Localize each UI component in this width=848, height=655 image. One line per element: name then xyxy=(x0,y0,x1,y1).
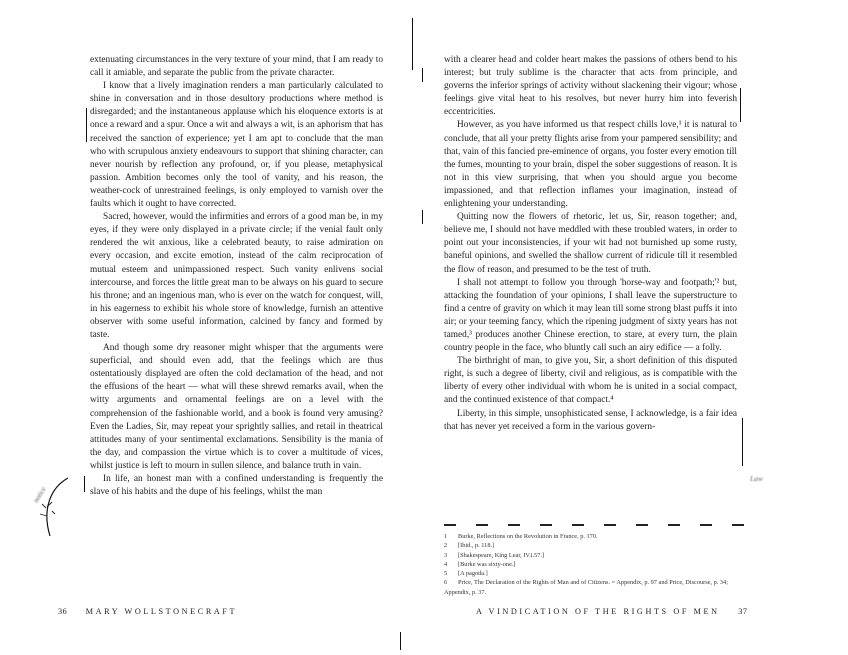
right-running-head xyxy=(476,607,747,616)
right-page-number: 37 xyxy=(738,607,748,616)
margin-bracket-line xyxy=(86,108,87,142)
margin-note-right: Law xyxy=(750,474,763,483)
footnote-separator xyxy=(444,520,744,530)
margin-bracket-line xyxy=(422,210,423,224)
paragraph: I know that a lively imagination renders a man particularly calculated to shine in conversation and in those desultory productions where method is disregarded; and the instantaneous applause which his eloquence extorts is at once a reward and a spur. Once a wit and always a wit, is an aphorism that has received the sanction of experience; yet I am apt to conclude that the man who with scrupulous anxiety endeavours to support that shining character, can never nourish by reflection any profound, or, if you please, metaphysical passion. Ambition becomes only the tool of vanity, and his reason, the weather-cock of unrestrained feelings, is only employed to varnish over the faults which it ought to have corrected. xyxy=(90,81,383,210)
paragraph: Liberty, in this simple, unsophisticated sense, I acknowledge, is a fair idea that has never yet received a form in the various govern- xyxy=(444,408,737,432)
left-page-number: 36 xyxy=(58,607,68,616)
right-running-title: A VINDICATION OF THE RIGHTS OF MEN xyxy=(476,607,720,616)
paragraph: In life, an honest man with a confined understanding is frequently the slave of his habits and the dupe of his feelings, whilst the man xyxy=(90,474,383,498)
paragraph: with a clearer head and colder heart makes the passions of others bend to his interest; but truly sublime is the character that acts from principle, and governs the inferior springs of activity without slackening their vigour; whose feelings give vital heat to his resolves, but never hurry him into feverish eccentricities. xyxy=(444,55,737,118)
footnote: 6 Price, The Declaration of the Rights of Man and of Citizens. = Appendix, p. 97 and Price, Discourse, p. 34; Appendix, p. 37. xyxy=(444,579,728,596)
paragraph: The birthright of man, to give you, Sir, a short definition of this disputed right, is such a degree of liberty, civil and religious, as is compatible with the liberty of every other individual with whom he is united in a social compact, and the continued existence of that compact.⁴ xyxy=(444,356,737,406)
margin-bracket-line xyxy=(412,18,413,70)
paragraph: Quitting now the flowers of rhetoric, let us, Sir, reason together; and, believe me, I should not have meddled with these troubled waters, in order to point out your inconsistencies, if your wit had not burnished up some rusty, baneful opinions, and swelled the shallow current of ridicule till it resembled the flow of reason, and presumed to be the test of truth. xyxy=(444,212,737,275)
margin-note-scribble xyxy=(28,474,84,544)
left-running-title: MARY WOLLSTONECRAFT xyxy=(85,607,238,616)
footnote: 2 [Ibid., p. 118.] xyxy=(444,542,495,550)
left-running-head xyxy=(58,607,237,616)
right-page xyxy=(424,0,848,655)
left-body-text xyxy=(90,54,383,499)
right-body-text xyxy=(444,54,737,434)
footnote: 3 [Shakespeare, King Lear, IV.i.57.] xyxy=(444,551,545,559)
margin-bracket-line xyxy=(422,68,423,82)
footnote: 4 [Burke was sixty-one.] xyxy=(444,560,516,568)
footnote: 1 Burke, Reflections on the Revolution in France, p. 170. xyxy=(444,533,598,540)
margin-bracket-line xyxy=(400,632,401,650)
margin-note-left: notice xyxy=(32,485,48,505)
paragraph: And though some dry reasoner might whisper that the arguments were superficial, and should even add, that the feelings which are thus ostentatiously displayed are often the cold declamation of the head, and not the effusions of the heart — what will these shrewd remarks avail, when the witty arguments and ornamental feelings are on a level with the comprehension of the fashionable world, and a book is found very amusing? Even the Ladies, Sir, may repeat your sprightly sallies, and retail in theatrical attitudes many of your sentimental exclamations. Sensibility is the mania of the day, and compassion the virtue which is to cover a multitude of vices, whilst justice is left to mourn in sullen silence, and balance truth in vain. xyxy=(90,343,383,471)
margin-bracket-line xyxy=(740,88,741,122)
paragraph: I shall not attempt to follow you through 'horse-way and footpath;'² but, attacking the foundation of your opinions, I shall leave the superstructure to find a centre of gravity on which it may lean till some strong blast puffs it into air; or your teeming fancy, which the ripening judgment of sixty years has not tamed,³ produces another Chinese erection, to stare, at every turn, the plain country people in the face, who bluntly call such an airy edifice — a folly. xyxy=(444,277,737,354)
footnotes xyxy=(444,532,744,597)
paragraph: extenuating circumstances in the very texture of your mind, that I am ready to call it amiable, and separate the public from the private character. xyxy=(90,55,383,79)
paragraph: However, as you have informed us that respect chills love,¹ it is natural to conclude, that all your pretty flights arise from your pampered sensibility; and that, vain of this fancied pre-eminence of organs, you foster every emotion till the fumes, mounting to your brain, dispel the sober suggestions of reason. It is not in this view surprising, that when you should argue you become impassioned, and that reflection inflames your imagination, instead of enlightening your understanding. xyxy=(444,120,737,210)
paragraph: Sacred, however, would the infirmities and errors of a good man be, in my eyes, if they were only displayed in a private circle; if the venial fault only rendered the wit anxious, like a celebrated beauty, to raise admiration on every occasion, and excite emotion, instead of the calm reciprocation of mutual esteem and unimpassioned respect. Such vanity enlivens social intercourse, and forces the little great man to be always on his guard to secure his throne; and an ingenious man, who is ever on the watch for conquest, will, in his eagerness to exhibit his whole store of knowledge, furnish an attentive observer with some useful information, calcined by fancy and formed by taste. xyxy=(90,212,383,340)
footnote: 5 [A pagoda.] xyxy=(444,570,488,578)
margin-bracket-line xyxy=(742,418,743,466)
margin-bracket-line xyxy=(84,476,85,492)
